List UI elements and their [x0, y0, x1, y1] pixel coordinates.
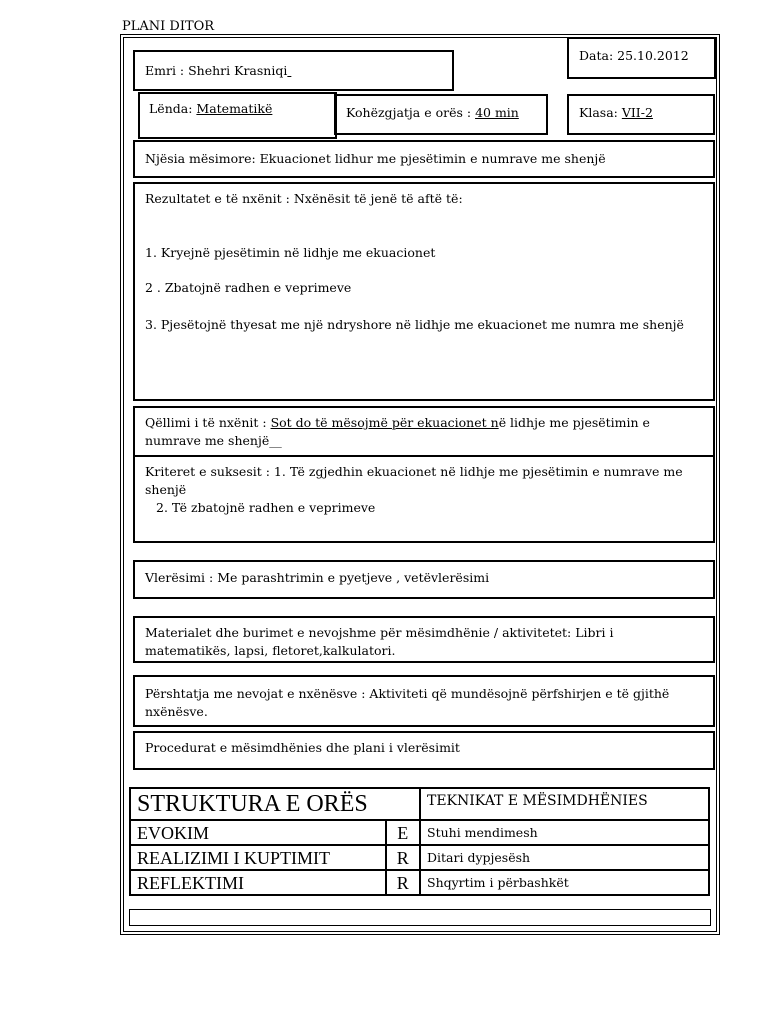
data-value: 25.10.2012	[617, 48, 689, 63]
qellimi-label: Qëllimi i të nxënit :	[145, 415, 271, 430]
teknika-cell: Ditari dypjesësh	[420, 845, 709, 870]
qellimi-box	[133, 406, 715, 457]
vleresimi-box	[133, 560, 715, 599]
teknikat-heading: TEKNIKAT E MËSIMDHËNIES	[420, 788, 709, 820]
emri-underline	[287, 63, 291, 78]
rezultatet-item-1: 1. Kryejnë pjesëtimin në lidhje me ekuacionet	[145, 245, 436, 260]
lenda-text	[149, 100, 272, 117]
emri-box	[133, 50, 454, 91]
kohezgjatja-value: 40 min	[475, 105, 519, 120]
kohezgjatja-label: Kohëzgjatja e orës :	[346, 105, 476, 120]
struktura-row	[130, 870, 709, 895]
klasa-value: VII-2	[621, 105, 653, 120]
bottom-empty-box	[129, 909, 711, 926]
kohezgjatja-box	[334, 94, 548, 135]
data-label: Data:	[579, 48, 618, 63]
kriteret-line-1: Kriteret e suksesit : 1. Të zgjedhin ekuacionet në lidhje me pjesëtimin e numrave me	[145, 464, 683, 479]
emri-label: Emri :	[145, 63, 189, 78]
njesia-box	[133, 140, 715, 178]
qellimi-line-1	[145, 414, 650, 431]
kriteret-box	[133, 455, 715, 543]
kod-cell: R	[386, 870, 420, 895]
struktura-heading: STRUKTURA E ORËS	[130, 788, 420, 820]
data-box	[567, 37, 716, 79]
kod-cell: E	[386, 820, 420, 845]
qellimi-rest: ë lidhje me pjesëtimin e	[498, 415, 650, 430]
rezultatet-heading: Rezultatet e të nxënit : Nxënësit të jenë të aftë të:	[145, 191, 463, 206]
lenda-label: Lënda:	[149, 101, 197, 116]
struktura-row	[130, 820, 709, 845]
materialet-line-1: Materialet dhe burimet e nevojshme për mësimdhënie / aktivitetet: Libri i	[145, 625, 614, 640]
qellimi-line-2	[145, 432, 282, 449]
emri-value: Shehri Krasniqi	[188, 63, 288, 78]
struktura-row	[130, 845, 709, 870]
struktura-table	[129, 787, 710, 896]
klasa-text	[579, 104, 653, 121]
pershtatja-line-1: Përshtatja me nevojat e nxënësve : Aktiviteti që mundësojnë përfshirjen e të gjithë	[145, 686, 670, 701]
njesia-text: Njësia mësimore: Ekuacionet lidhur me pjesëtimin e numrave me shenjë	[145, 151, 606, 166]
materialet-box	[133, 616, 715, 663]
vleresimi-text: Vlerësimi : Me parashtrimin e pyetjeve , vetëvlerësimi	[145, 570, 490, 585]
faza-cell: REFLEKTIMI	[130, 870, 386, 895]
pershtatja-box	[133, 675, 715, 727]
qellimi-underlined: Sot do të mësojmë për ekuacionet n	[270, 415, 499, 430]
document-title: PLANI DITOR	[122, 19, 215, 34]
procedurat-box	[133, 731, 715, 770]
data-text	[579, 47, 689, 64]
struktura-header-row	[130, 788, 709, 820]
lenda-value: Matematikë	[196, 101, 273, 116]
emri-text	[145, 62, 291, 79]
procedurat-text: Procedurat e mësimdhënies dhe plani i vlerësimit	[145, 740, 460, 755]
lenda-box	[138, 92, 337, 139]
pershtatja-line-2: nxënësve.	[145, 704, 208, 719]
kriteret-line-2: shenjë	[145, 482, 187, 497]
rezultatet-item-3: 3. Pjesëtojnë thyesat me një ndryshore në lidhje me ekuacionet me numra me shenjë	[145, 317, 684, 332]
qellimi-line-2-text: numrave me shenjë	[145, 433, 270, 448]
teknika-cell: Stuhi mendimesh	[420, 820, 709, 845]
rezultatet-item-2: 2 . Zbatojnë radhen e veprimeve	[145, 280, 352, 295]
kriteret-line-3: 2. Të zbatojnë radhen e veprimeve	[156, 500, 376, 515]
qellimi-line-2-tail: __	[269, 433, 282, 448]
kod-cell: R	[386, 845, 420, 870]
rezultatet-box	[133, 182, 715, 401]
materialet-line-2: matematikës, lapsi, fletoret,kalkulatori.	[145, 643, 396, 658]
klasa-label: Klasa:	[579, 105, 622, 120]
faza-cell: EVOKIM	[130, 820, 386, 845]
teknika-cell: Shqyrtim i përbashkët	[420, 870, 709, 895]
faza-cell: REALIZIMI I KUPTIMIT	[130, 845, 386, 870]
kohezgjatja-text	[346, 104, 519, 121]
klasa-box	[567, 94, 715, 135]
